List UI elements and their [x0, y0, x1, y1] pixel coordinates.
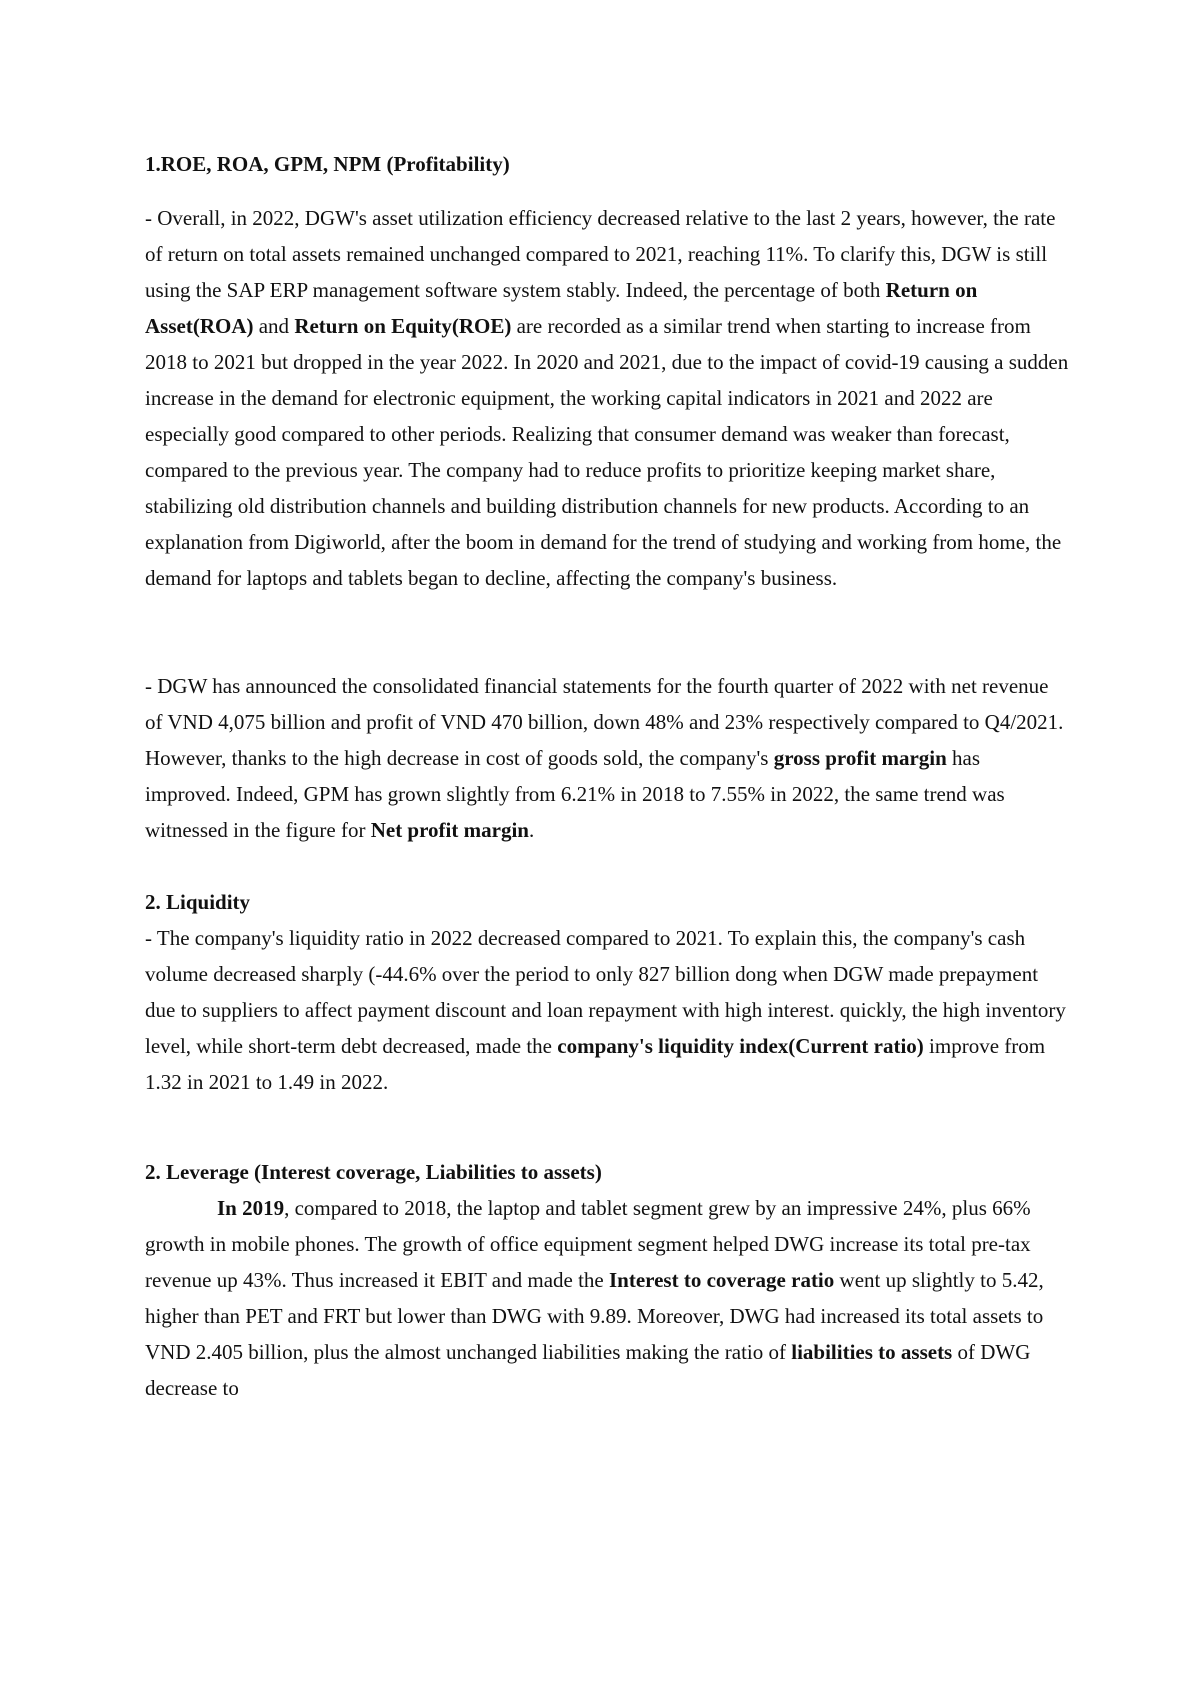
bold-term-liabilities-to-assets: liabilities to assets [791, 1340, 953, 1364]
text-run: . [528, 818, 535, 842]
text-run: - The company's liquidity ratio in 2022 decreased compared to 2021. To explain this, the company's cash volume decreased sharply (-44.6% over the period to only 827 billion dong when DGW made prepayment due to suppliers to affect payment discount and loan repayment with high interest. quickly, the high inventory level, while short-term debt decreased, made the [145, 926, 1066, 1058]
bold-term-npm: Net profit margin [370, 818, 529, 842]
text-run: and [253, 314, 295, 338]
text-run: improve from 1.32 in 2021 to 1.49 in 2022. [145, 1034, 1046, 1094]
paragraph-profitability-overview [145, 200, 1070, 596]
text-run: has improved. Indeed, GPM has grown slightly from 6.21% in 2018 to 7.55% in 2022, the same trend was witnessed in the figure for [145, 746, 1005, 842]
paragraph-profitability-q4 [145, 668, 1070, 848]
paragraph-leverage [145, 1190, 1070, 1406]
text-run: went up slightly to 5.42, higher than PET and FRT but lower than DWG with 9.89. Moreover, DWG had increased its total assets to VND 2.405 billion, plus the almost unchanged liabilities making the ratio of [145, 1268, 1044, 1364]
text-run: - Overall, in 2022, DGW's asset utilization efficiency decreased relative to the last 2 years, however, the rate of return on total assets remained unchanged compared to 2021, reaching 11%. To clarify this, DGW is still using the SAP ERP management software system stably. Indeed, the percentage of both [145, 206, 1056, 302]
bold-term-roe: Return on Equity(ROE) [294, 314, 512, 338]
bold-term-year: In 2019 [217, 1196, 285, 1220]
section-heading-leverage: 2. Leverage (Interest coverage, Liabilities to assets) [145, 1160, 602, 1184]
bold-term-interest-coverage: Interest to coverage ratio [609, 1268, 835, 1292]
bold-term-gpm: gross profit margin [773, 746, 947, 770]
section-heading-profitability: 1.ROE, ROA, GPM, NPM (Profitability) [145, 152, 510, 176]
section-heading-liquidity: 2. Liquidity [145, 890, 251, 914]
text-run: - DGW has announced the consolidated financial statements for the fourth quarter of 2022 with net revenue of VND 4,075 billion and profit of VND 470 billion, down 48% and 23% respectively compared to Q4/2021. However, thanks to the high decrease in cost of goods sold, the company's [145, 674, 1064, 770]
bold-term-roa: Return on Asset(ROA) [145, 278, 978, 338]
text-run: of DWG decrease to [145, 1340, 1031, 1400]
text-run: , compared to 2018, the laptop and tablet segment grew by an impressive 24%, plus 66% growth in mobile phones. The growth of office equipment segment helped DWG increase its total pre-tax revenue up 43%. Thus increased it EBIT and made the [145, 1196, 1031, 1292]
text-run: are recorded as a similar trend when starting to increase from 2018 to 2021 but dropped in the year 2022. In 2020 and 2021, due to the impact of covid-19 causing a sudden increase in the demand for electronic equipment, the working capital indicators in 2021 and 2022 are especially good compared to other periods. Realizing that consumer demand was weaker than forecast, compared to the previous year. The company had to reduce profits to prioritize keeping market share, stabilizing old distribution channels and building distribution channels for new products. According to an explanation from Digiworld, after the boom in demand for the trend of studying and working from home, the demand for laptops and tablets began to decline, affecting the company's business. [145, 314, 1069, 590]
bold-term-current-ratio: company's liquidity index(Current ratio) [557, 1034, 924, 1058]
paragraph-liquidity [145, 920, 1070, 1100]
